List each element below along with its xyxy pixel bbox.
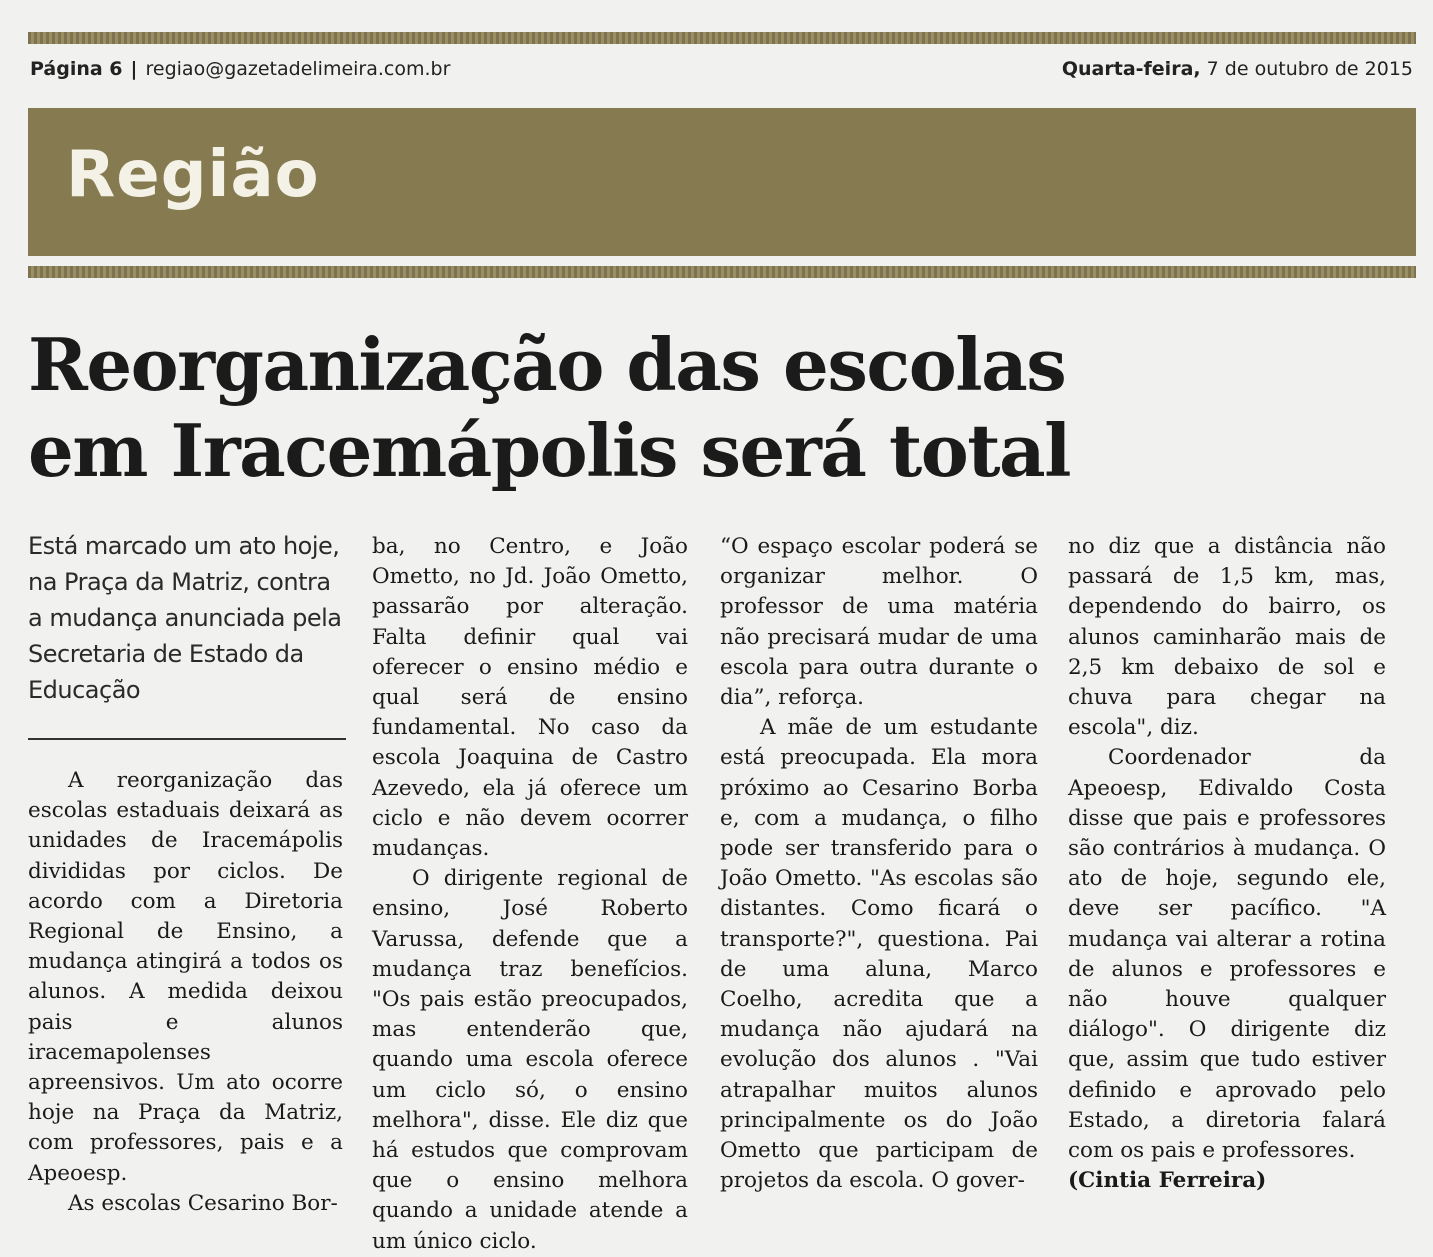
page-number: Página 6: [30, 58, 123, 80]
subhead-divider: [28, 738, 346, 740]
section-banner: [28, 108, 1416, 256]
paragraph: Coordenador da Apeoesp, Edivaldo Costa disse que pais e professores são contrários à mudança. O ato de hoje, segundo ele, deve ser pacífico. "A mudança vai alterar a rotina de alunos e professores e não houve qualquer diálogo". O dirigente diz que, assim que tudo estiver definido e aprovado pelo Estado, a diretoria falará com os pais e professores.: [1068, 745, 1386, 1164]
paragraph: ba, no Centro, e João Ometto, no Jd. João Ometto, passarão por alteração. Falta definir qual vai oferecer o ensino médio e qual será de ensino fundamental. No caso da escola Joaquina de Castro Azevedo, ela já oferece um ciclo e não devem ocorrer mudanças.: [372, 534, 688, 862]
header-separator: |: [130, 58, 138, 80]
article-column-3: [720, 532, 1038, 1196]
page-header: [30, 58, 1413, 88]
headline-line-1: Reorganização das escolas: [28, 322, 1066, 407]
article-column-1: [28, 766, 343, 1219]
top-decorative-stripe: [28, 32, 1416, 44]
paragraph: As escolas Cesarino Bor-: [68, 1190, 338, 1216]
paragraph: A reorganização das escolas estaduais deixará as unidades de Iracemápolis divididas por ciclos. De acordo com a Diretoria Regional de Ensino, a mudança atingirá a todos os alunos. A medida deixou pais e alunos iracemapolenses apreensivos. Um ato ocorre hoje na Praça da Matriz, com professores, pais e a Apeoesp.: [28, 768, 343, 1186]
paragraph: O dirigente regional de ensino, José Roberto Varussa, defende que a mudança traz benefícios. "Os pais estão preocupados, mas entenderão que, quando uma escola oferece um ciclo só, o ensino melhora", disse. Ele diz que há estudos que comprovam que o ensino melhora quando a unidade atende a um único ciclo.: [372, 866, 688, 1254]
header-left: [30, 58, 450, 80]
paragraph: A mãe de um estudante está preocupada. Ela mora próximo ao Cesarino Borba e, com a mudança, o filho pode ser transferido para o João Ometto. "As escolas são distantes. Como ficará o transporte?", questiona. Pai de uma aluna, Marco Coelho, acredita que a mudança não ajudará na evolução dos alunos . "Vai atrapalhar muitos alunos principalmente os do João Ometto que participam de projetos da escola. O gover-: [720, 715, 1038, 1194]
byline: (Cintia Ferreira): [1068, 1168, 1267, 1194]
paragraph: “O espaço escolar poderá se organizar melhor. O professor de uma matéria não precisará mudar de uma escola para outra durante o dia”, reforça.: [720, 534, 1038, 711]
date: 7 de outubro de 2015: [1206, 58, 1413, 80]
section-email: regiao@gazetadelimeira.com.br: [145, 58, 451, 80]
subheadline: Está marcado um ato hoje, na Praça da Matriz, contra a mudança anunciada pela Secretaria de Estado da Educação: [28, 532, 342, 704]
weekday: Quarta-feira,: [1061, 58, 1201, 80]
paragraph: no diz que a distância não passará de 1,5 km, mas, dependendo do bairro, os alunos caminharão mais de 2,5 km debaixo de sol e chuva para chegar na escola", diz.: [1068, 534, 1386, 741]
section-title: Região: [66, 138, 320, 212]
article-column-2: [372, 532, 688, 1257]
bottom-decorative-stripe: [28, 266, 1416, 278]
header-date: [1062, 58, 1413, 80]
headline-line-2: em Iracemápolis será total: [28, 408, 1071, 493]
headline: [28, 322, 1328, 494]
article-column-4: [1068, 532, 1386, 1196]
